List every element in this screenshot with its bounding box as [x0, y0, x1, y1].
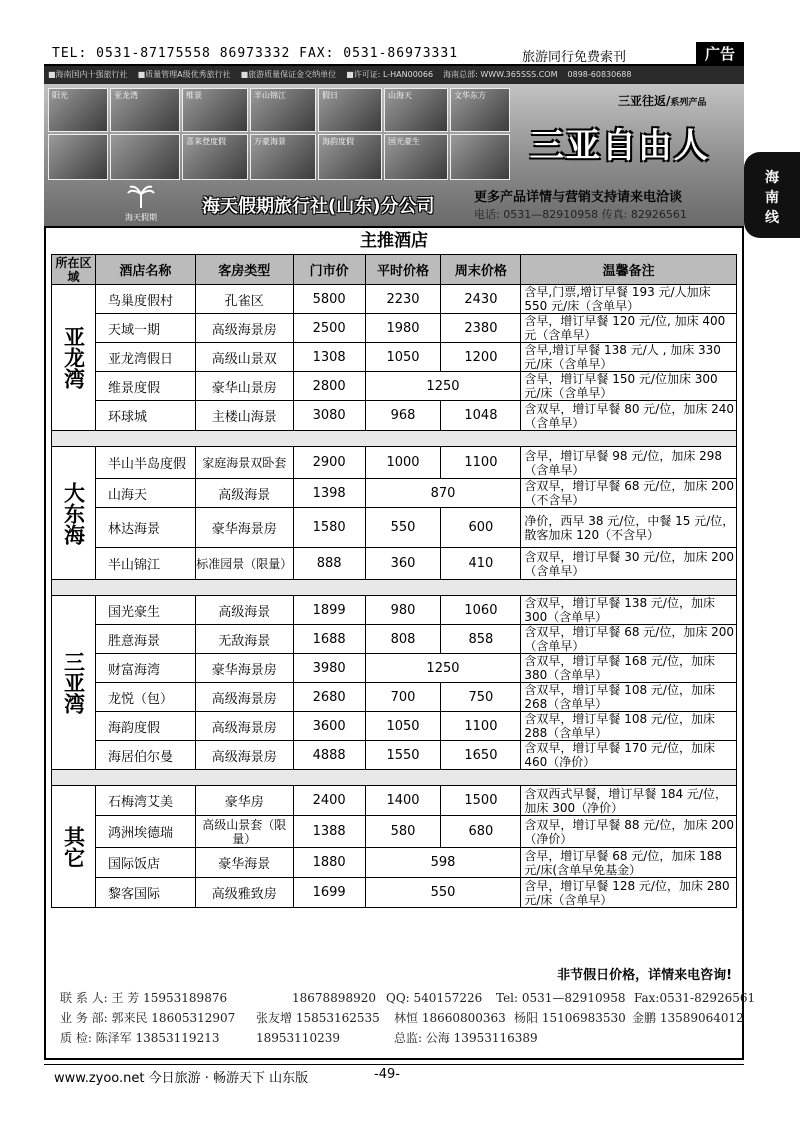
gate-price: 1308	[293, 343, 365, 372]
hotel-name: 海韵度假	[95, 712, 195, 741]
ad-tag: 广告	[696, 42, 744, 66]
table-row	[52, 596, 737, 625]
weekday-price: 968	[365, 401, 441, 431]
notes-cell: 含双早，增订早餐 68 元/位，加床 200（含单早）	[521, 625, 737, 654]
weekday-price: 550	[365, 508, 441, 548]
room-type: 无敌海景	[195, 625, 293, 654]
room-type: 高级海景房	[195, 314, 293, 343]
room-type: 高级海景房	[195, 683, 293, 712]
notes-cell: 含双早，增订早餐 88 元/位，加床 200（净价）	[521, 816, 737, 848]
group-separator	[52, 770, 737, 786]
resort-photo: 半山锦江	[250, 88, 316, 132]
gate-price: 1899	[293, 596, 365, 625]
cert-item: ■许可证: L-HAN00066	[346, 70, 434, 79]
gate-price: 1699	[293, 878, 365, 908]
weekday-price: 1400	[365, 786, 441, 816]
weekday-price: 360	[365, 548, 441, 580]
weekend-price: 2430	[441, 285, 521, 314]
table-row	[52, 741, 737, 770]
notes-cell: 净价，西早 38 元/位，中餐 15 元/位，散客加床 120（不含早）	[521, 508, 737, 548]
qc-line: 质 检: 陈泽军 13853119213 18953110239 总监: 公海 13953116389	[60, 1031, 538, 1045]
notes-cell: 含双早，增订早餐 30 元/位，加床 200（含单早）	[521, 548, 737, 580]
table-title: 主推酒店	[360, 231, 428, 251]
cert-item: 0898-60830688	[567, 70, 632, 79]
region-cell	[52, 786, 96, 908]
hotel-name: 天域一期	[95, 314, 195, 343]
weekend-price: 680	[441, 816, 521, 848]
table-row	[52, 816, 737, 848]
room-type: 孔雀区	[195, 285, 293, 314]
notes-cell: 含双早，增订早餐 108 元/位，加床 288（含单早）	[521, 712, 737, 741]
agency-name: 海天假期旅行社(山东)分公司	[202, 196, 435, 217]
group-separator	[52, 431, 737, 447]
agency-logo: 海天假期	[106, 184, 176, 224]
notes-cell: 含早，增订早餐 98 元/位，加床 298（含单早）	[521, 447, 737, 479]
table-row	[52, 654, 737, 683]
resort-photo	[110, 134, 180, 180]
col-weekend: 周末价格	[441, 255, 521, 285]
hotel-name: 国光豪生	[95, 596, 195, 625]
gate-price: 1398	[293, 479, 365, 508]
notes-cell: 含双早，增订早餐 138 元/位，加床 300（含单早）	[521, 596, 737, 625]
gate-price: 4888	[293, 741, 365, 770]
notes-cell: 含早，增订早餐 150 元/位加床 300 元/床（含单早）	[521, 372, 737, 401]
footer-site: www.zyoo.net 今日旅游 · 畅游天下 山东版	[54, 1071, 309, 1086]
room-type: 家庭海景双卧套	[195, 447, 293, 479]
weekday-price: 1550	[365, 741, 441, 770]
gate-price: 2900	[293, 447, 365, 479]
weekend-price: 1048	[441, 401, 521, 431]
room-type: 豪华海景	[195, 848, 293, 878]
notes-cell: 含双西式早餐，增订早餐 184 元/位，加床 300（净价）	[521, 786, 737, 816]
weekend-price: 2380	[441, 314, 521, 343]
room-type: 豪华海景房	[195, 508, 293, 548]
gate-price: 1688	[293, 625, 365, 654]
resort-photo: 维景	[182, 88, 248, 132]
notes-cell: 含早,门票,增订早餐 193 元/人加床 550 元/床（含单早）	[521, 285, 737, 314]
resort-photo	[450, 134, 510, 180]
table-row	[52, 712, 737, 741]
gate-price: 1580	[293, 508, 365, 548]
weekend-price: 750	[441, 683, 521, 712]
hotel-name: 半山锦江	[95, 548, 195, 580]
cert-item: ■旅游质量保证金交纳单位	[240, 70, 337, 79]
hotel-name: 鸿洲埃德瑞	[95, 816, 195, 848]
gate-price: 3980	[293, 654, 365, 683]
merged-price: 1250	[365, 372, 521, 401]
gate-price: 2400	[293, 786, 365, 816]
resort-photo	[48, 134, 108, 180]
price-footnote: 非节假日价格，详情来电咨询!	[557, 968, 732, 983]
hotel-name: 黎客国际	[95, 878, 195, 908]
region-label: 其它	[61, 825, 86, 868]
gate-price: 3600	[293, 712, 365, 741]
notes-cell: 含早，增订早餐 68 元/位，加床 188 元/床(含单早免基金）	[521, 848, 737, 878]
merged-price: 1250	[365, 654, 521, 683]
region-cell	[52, 285, 96, 431]
notes-cell: 含双早，增订早餐 168 元/位，加床 380（含单早）	[521, 654, 737, 683]
resort-photo: 亚龙湾	[110, 88, 180, 132]
weekday-price: 580	[365, 816, 441, 848]
resort-photo: 国光豪生	[384, 134, 448, 180]
table-row	[52, 625, 737, 654]
weekend-price: 1100	[441, 712, 521, 741]
resort-photo: 万豪海景	[250, 134, 316, 180]
room-type: 主楼山海景	[195, 401, 293, 431]
table-header-row	[52, 255, 737, 285]
gate-price: 2800	[293, 372, 365, 401]
table-row	[52, 548, 737, 580]
gate-price: 888	[293, 548, 365, 580]
resort-photo: 文华东方	[450, 88, 510, 132]
resort-photo: 喜来登度假	[182, 134, 248, 180]
series-label: 三亚往返/系列产品	[618, 94, 707, 108]
col-weekday: 平时价格	[365, 255, 441, 285]
hotel-frame	[44, 226, 756, 1060]
table-row	[52, 447, 737, 479]
weekday-price: 2230	[365, 285, 441, 314]
gate-price: 1880	[293, 848, 365, 878]
room-type: 高级海景房	[195, 712, 293, 741]
weekday-price: 700	[365, 683, 441, 712]
notes-cell: 含双早，增订早餐 170 元/位，加床 460（净价）	[521, 741, 737, 770]
room-type: 高级雅致房	[195, 878, 293, 908]
table-row	[52, 372, 737, 401]
hotel-name: 海居伯尔曼	[95, 741, 195, 770]
weekend-price: 410	[441, 548, 521, 580]
weekend-price: 1100	[441, 447, 521, 479]
weekday-price: 808	[365, 625, 441, 654]
header-bar	[44, 44, 744, 66]
hotel-name: 财富海湾	[95, 654, 195, 683]
room-type: 豪华山景房	[195, 372, 293, 401]
room-type: 豪华房	[195, 786, 293, 816]
hotel-name: 胜意海景	[95, 625, 195, 654]
gate-price: 2500	[293, 314, 365, 343]
sales-line: 业 务 部: 郭来民 18605312907 张友增 15853162535 林恒 18660800363 杨阳 15106983530 金鹏 13589064012	[60, 1011, 744, 1025]
resort-photo: 阳光	[48, 88, 108, 132]
weekend-price: 1500	[441, 786, 521, 816]
header-contact: TEL: 0531-87175558 86973332 FAX: 0531-86973331	[52, 46, 459, 61]
contact-line: 联 系 人: 王 芳 15953189876 18678898920 QQ: 540157226 Tel: 0531—82910958 Fax:0531-82926561	[60, 991, 756, 1005]
more-info: 更多产品详情与营销支持请来电洽谈	[474, 190, 683, 205]
room-type: 高级海景房	[195, 741, 293, 770]
gate-price: 1388	[293, 816, 365, 848]
table-row	[52, 848, 737, 878]
table-row	[52, 508, 737, 548]
ad-banner	[44, 66, 744, 226]
gate-price: 2680	[293, 683, 365, 712]
weekday-price: 1050	[365, 343, 441, 372]
room-type: 高级海景	[195, 596, 293, 625]
gate-price: 3080	[293, 401, 365, 431]
merged-price: 550	[365, 878, 521, 908]
cert-strip	[44, 66, 744, 84]
hotel-name: 亚龙湾假日	[95, 343, 195, 372]
resort-photo: 假日	[318, 88, 382, 132]
palm-logo-icon	[126, 184, 156, 210]
region-cell	[52, 596, 96, 770]
weekday-price: 1050	[365, 712, 441, 741]
room-type: 豪华海景房	[195, 654, 293, 683]
room-type: 标准园景（限量）	[195, 548, 293, 580]
weekend-price: 600	[441, 508, 521, 548]
hotel-name: 环球城	[95, 401, 195, 431]
cert-item: ■海南国内十强旅行社	[48, 70, 128, 79]
weekday-price: 980	[365, 596, 441, 625]
hotel-name: 石梅湾艾美	[95, 786, 195, 816]
merged-price: 598	[365, 848, 521, 878]
hotel-name: 鸟巢度假村	[95, 285, 195, 314]
table-row	[52, 343, 737, 372]
table-row	[52, 479, 737, 508]
weekend-price: 1650	[441, 741, 521, 770]
table-row	[52, 285, 737, 314]
contact-block	[60, 988, 756, 1048]
notes-cell: 含早，增订早餐 120 元/位, 加床 400 元（含单早）	[521, 314, 737, 343]
table-row	[52, 786, 737, 816]
hotel-name: 国际饭店	[95, 848, 195, 878]
weekday-price: 1980	[365, 314, 441, 343]
weekend-price: 1200	[441, 343, 521, 372]
header-slogan: 旅游同行免费索刊	[522, 50, 627, 65]
room-type: 高级山景双	[195, 343, 293, 372]
resort-photo: 海韵度假	[318, 134, 382, 180]
notes-cell: 含早，增订早餐 128 元/位，加床 280 元/床（含单早）	[521, 878, 737, 908]
col-hotel: 酒店名称	[95, 255, 195, 285]
hainan-line-tab: 海 南 线	[744, 152, 800, 238]
hotel-name: 半山半岛度假	[95, 447, 195, 479]
cert-item: 海南总部: WWW.365SSS.COM	[443, 70, 558, 79]
room-type: 高级海景	[195, 479, 293, 508]
weekend-price: 858	[441, 625, 521, 654]
cert-item: ■质量管理A级优秀旅行社	[137, 70, 231, 79]
hotel-name: 林达海景	[95, 508, 195, 548]
group-separator	[52, 580, 737, 596]
table-row	[52, 878, 737, 908]
notes-cell: 含双早，增订早餐 80 元/位，加床 240（含单早）	[521, 401, 737, 431]
notes-cell: 含双早，增订早餐 108 元/位，加床 268（含单早）	[521, 683, 737, 712]
col-notes: 温馨备注	[521, 255, 737, 285]
hotel-name: 山海天	[95, 479, 195, 508]
table-row	[52, 683, 737, 712]
col-gate: 门市价	[293, 255, 365, 285]
table-row	[52, 401, 737, 431]
col-room: 客房类型	[195, 255, 293, 285]
region-label: 亚龙湾	[61, 326, 86, 389]
notes-cell: 含双早，增订早餐 68 元/位，加床 200（不含早）	[521, 479, 737, 508]
room-type: 高级山景套（限量）	[195, 816, 293, 848]
notes-cell: 含早,增订早餐 138 元/人 , 加床 330 元/床（含单早）	[521, 343, 737, 372]
table-row	[52, 314, 737, 343]
resort-photo: 山海天	[384, 88, 448, 132]
banner-phones: 电话: 0531—82910958 传真: 82926561	[474, 208, 687, 221]
gate-price: 5800	[293, 285, 365, 314]
region-label: 大东海	[61, 481, 86, 545]
brand-title: 三亚自由人	[530, 126, 710, 166]
weekday-price: 1000	[365, 447, 441, 479]
merged-price: 870	[365, 479, 521, 508]
hotel-name: 维景度假	[95, 372, 195, 401]
weekend-price: 1060	[441, 596, 521, 625]
region-cell	[52, 447, 96, 580]
page-footer	[44, 1064, 744, 1084]
hotel-name: 龙悦（包）	[95, 683, 195, 712]
col-area: 所在区域	[52, 255, 96, 285]
page-number: -49-	[374, 1067, 400, 1082]
region-label: 三亚湾	[61, 651, 86, 714]
hotel-table	[51, 254, 737, 908]
